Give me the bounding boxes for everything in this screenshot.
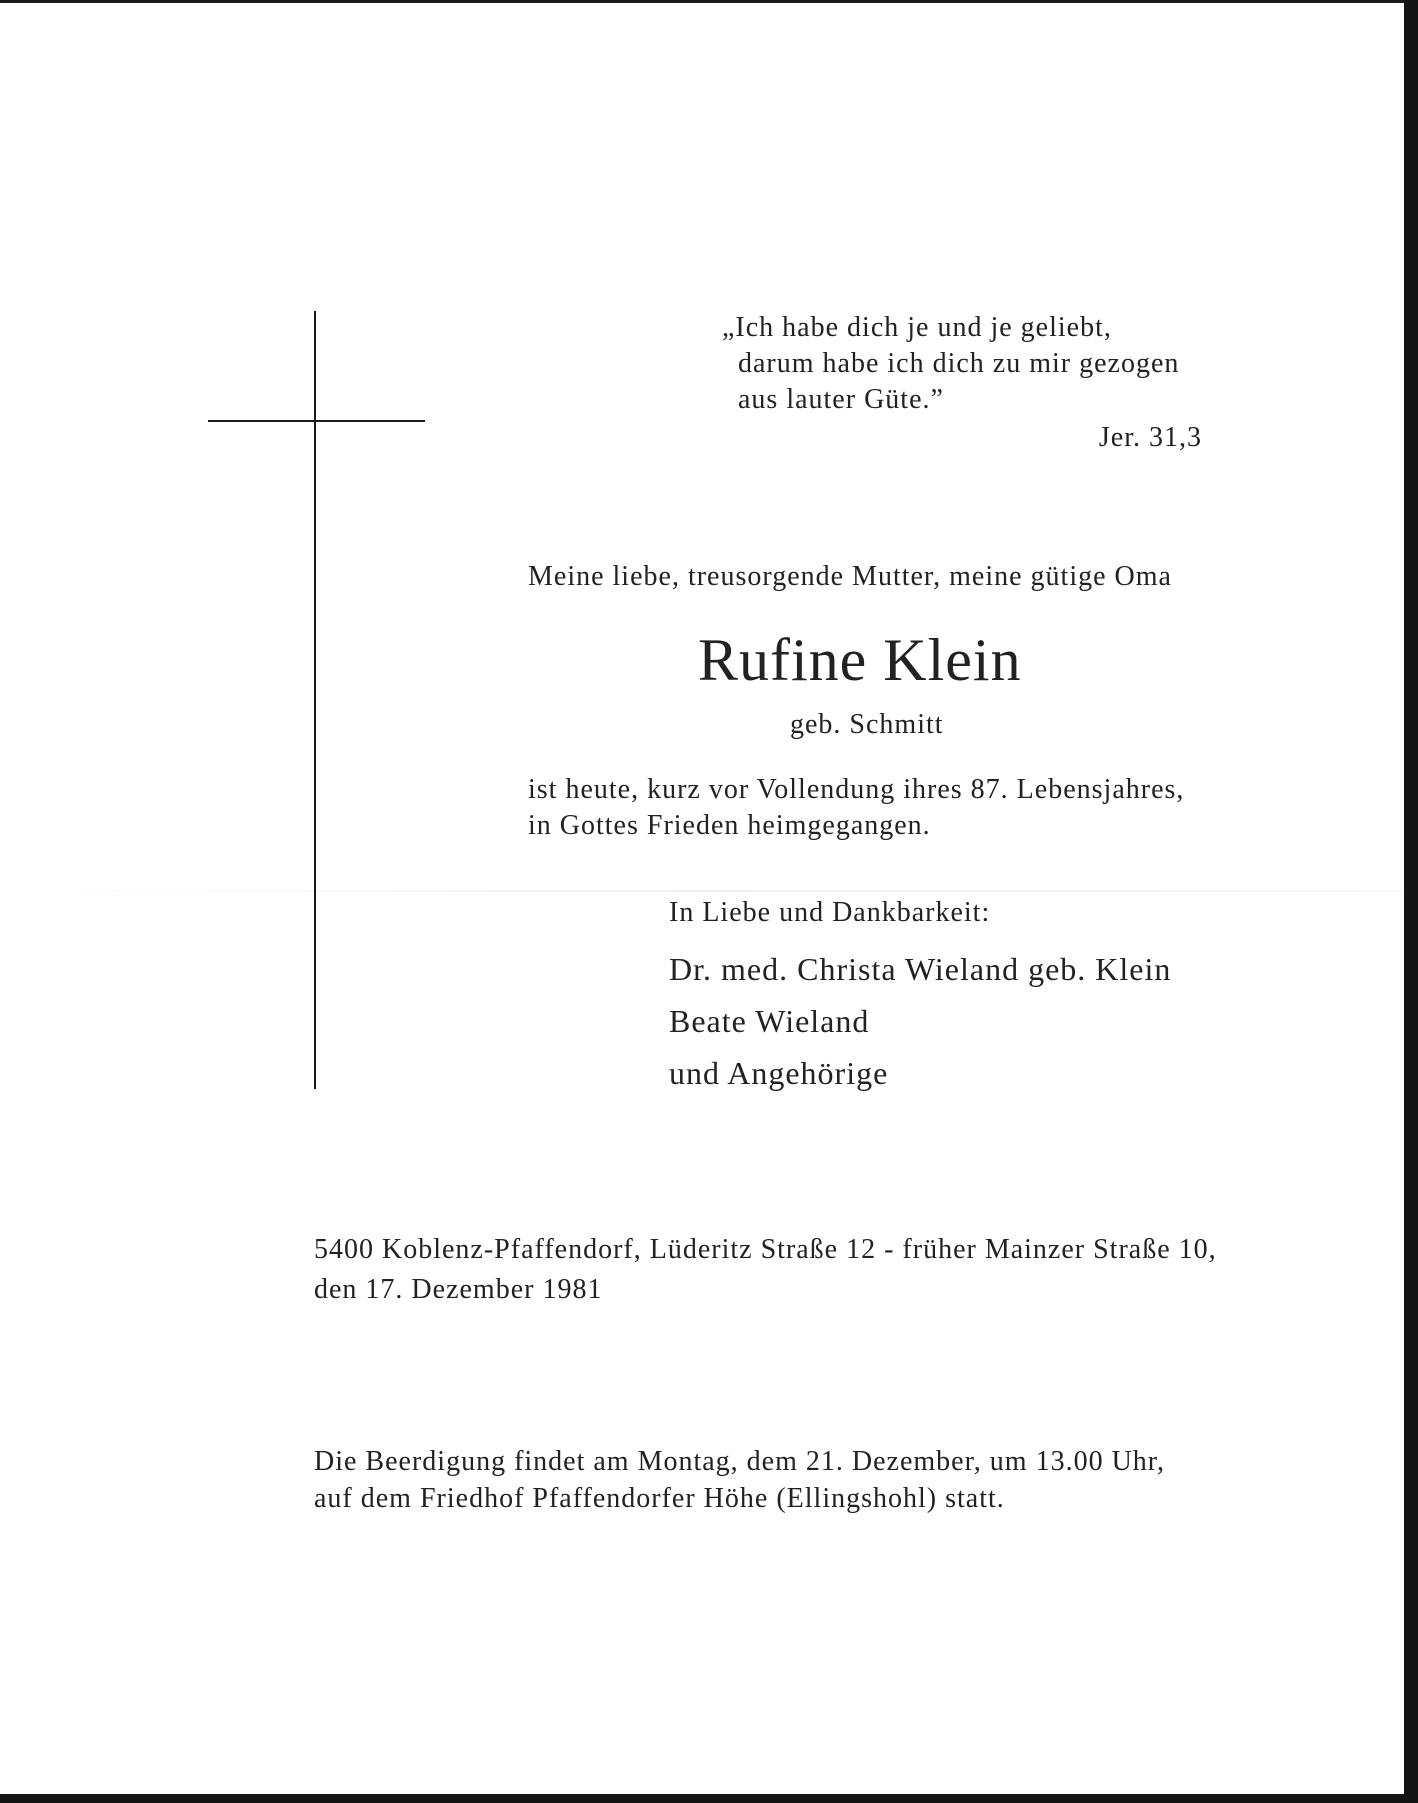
cross-vertical-bar (314, 311, 316, 1089)
address-line-2: den 17. Dezember 1981 (314, 1274, 603, 1305)
verse-reference: Jer. 31,3 (1098, 422, 1202, 453)
top-edge (0, 0, 1418, 3)
funeral-line-2: auf dem Friedhof Pfaffendorfer Höhe (Ellingshohl) statt. (314, 1483, 1005, 1514)
bottom-edge (0, 1794, 1418, 1803)
verse-line-3: aus lauter Güte.” (738, 384, 944, 415)
mourner-name-2: Beate Wieland (669, 1003, 870, 1039)
birth-name: geb. Schmitt (790, 709, 944, 740)
deceased-name: Rufine Klein (698, 627, 1022, 693)
announcement-line-2: in Gottes Frieden heimgegangen. (528, 810, 931, 841)
right-edge (1404, 0, 1418, 1803)
paper-fold (0, 890, 1404, 892)
mourners-heading: In Liebe und Dankbarkeit: (669, 897, 991, 928)
funeral-line-1: Die Beerdigung findet am Montag, dem 21. Dezember, um 13.00 Uhr, (314, 1446, 1166, 1477)
announcement-line-1: ist heute, kurz vor Vollendung ihres 87. Lebensjahres, (528, 774, 1185, 805)
mourner-name-1: Dr. med. Christa Wieland geb. Klein (669, 951, 1172, 987)
cross-horizontal-bar (208, 420, 425, 422)
verse-line-1: „Ich habe dich je und je geliebt, (722, 312, 1112, 343)
verse-line-2: darum habe ich dich zu mir gezogen (738, 348, 1180, 379)
intro-line: Meine liebe, treusorgende Mutter, meine gütige Oma (528, 561, 1172, 592)
address-line-1: 5400 Koblenz-Pfaffendorf, Lüderitz Straße 12 - früher Mainzer Straße 10, (314, 1234, 1217, 1265)
mourner-name-3: und Angehörige (669, 1055, 889, 1091)
